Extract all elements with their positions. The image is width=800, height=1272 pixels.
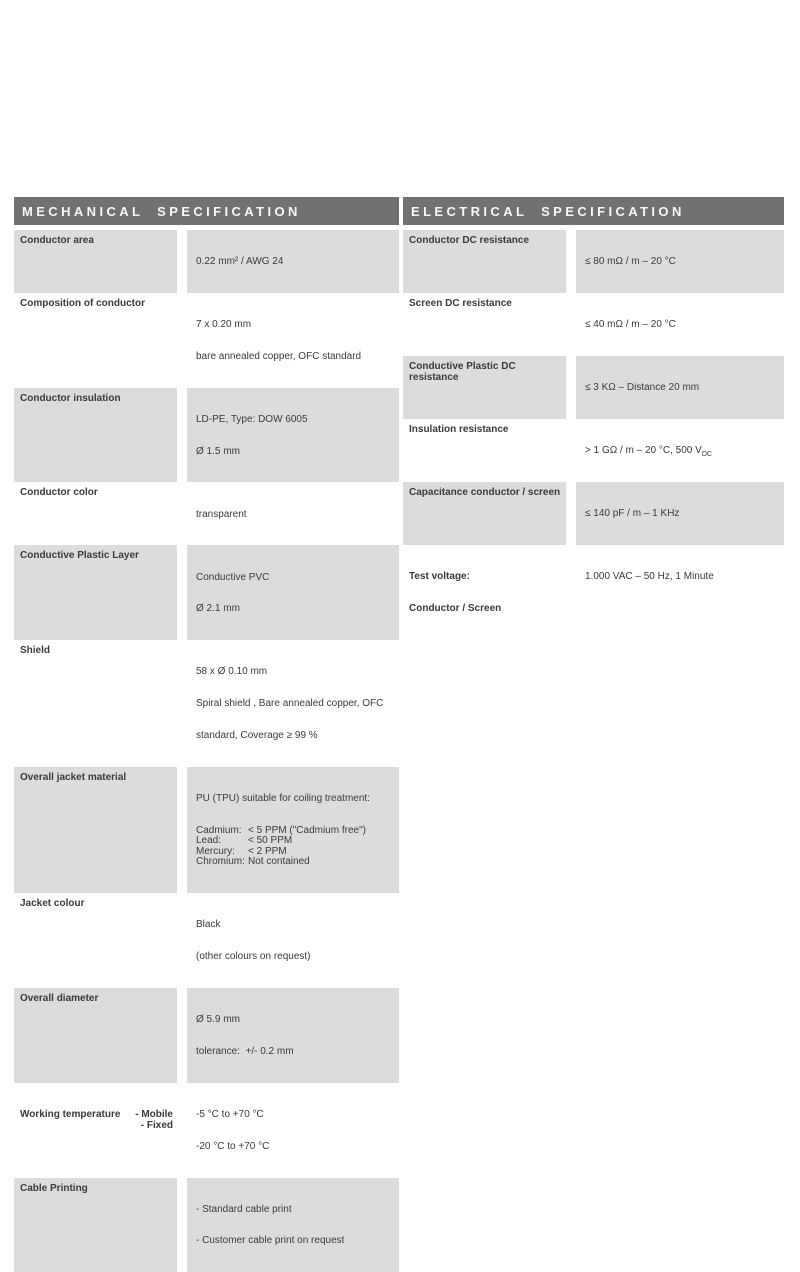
spec-value-line: -20 °C to +70 °C <box>196 1142 393 1153</box>
spec-value <box>576 230 784 293</box>
spec-value <box>576 482 784 545</box>
spec-label-sub <box>135 1110 173 1131</box>
spec-pair-value: < 5 PPM ("Cadmium free") <box>248 826 393 837</box>
spec-label: Overall diameter <box>14 988 177 1083</box>
spec-value-line: 7 x 0.20 mm <box>196 320 393 331</box>
spec-row-jacket-colour <box>14 893 399 988</box>
spec-label: Conductive Plastic DC resistance <box>403 356 566 419</box>
spec-label <box>14 1083 177 1178</box>
spec-label-sub-line: - Fixed <box>141 1121 173 1132</box>
spec-value <box>576 419 784 482</box>
electrical-spec-header <box>403 197 784 225</box>
spec-value <box>187 1083 399 1178</box>
spec-row-overall-jacket-material <box>14 767 399 894</box>
spec-value <box>187 1178 399 1272</box>
spec-pair-value: < 50 PPM <box>248 836 393 847</box>
spec-value-line: LD-PE, Type: DOW 6005 <box>196 415 393 426</box>
spec-value <box>187 545 399 640</box>
spec-value-line: 0.22 mm² / AWG 24 <box>196 257 393 268</box>
spec-label-line: Conductor / Screen <box>409 604 562 615</box>
spec-value-line: 1.000 VAC – 50 Hz, 1 Minute <box>585 572 778 583</box>
spec-value-subscript: DC <box>702 451 712 458</box>
spec-label: Overall jacket material <box>14 767 177 894</box>
electrical-spec-table <box>403 197 784 1272</box>
spec-pair-name: Cadmium: <box>196 826 248 837</box>
spec-value-line <box>585 446 778 457</box>
spec-label-text: Working temperature <box>20 1110 120 1131</box>
spec-row-conductor-area <box>14 230 399 293</box>
spec-label: Conductive Plastic Layer <box>14 545 177 640</box>
mechanical-spec-title: MECHANICAL SPECIFICATION <box>22 204 301 219</box>
spec-row-capacitance-conductor-screen <box>403 482 784 545</box>
spec-label: Capacitance conductor / screen <box>403 482 566 545</box>
spec-value-line: Ø 1.5 mm <box>196 447 393 458</box>
spec-label: Jacket colour <box>14 893 177 988</box>
spec-value-line: Spiral shield , Bare annealed copper, OFC <box>196 699 393 710</box>
spec-row-cable-printing <box>14 1178 399 1272</box>
spec-value-line: ≤ 80 mΩ / m – 20 °C <box>585 257 778 268</box>
spec-value-line: (other colours on request) <box>196 952 393 963</box>
spec-label <box>403 545 566 640</box>
spec-pair-value: Not contained <box>248 857 393 868</box>
spec-label: Shield <box>14 640 177 767</box>
spec-value-line: bare annealed copper, OFC standard <box>196 352 393 363</box>
spec-value <box>187 640 399 767</box>
mechanical-spec-header <box>14 197 399 225</box>
spec-value-line: Ø 5.9 mm <box>196 1015 393 1026</box>
spec-label: Composition of conductor <box>14 293 177 388</box>
spec-label: Screen DC resistance <box>403 293 566 356</box>
spec-value-line: - Customer cable print on request <box>196 1236 393 1247</box>
spec-value-line: 58 x Ø 0.10 mm <box>196 667 393 678</box>
spec-row-test-voltage <box>403 545 784 640</box>
spec-value-line: PU (TPU) suitable for coiling treatment: <box>196 794 393 805</box>
spec-value <box>576 293 784 356</box>
spec-label: Conductor DC resistance <box>403 230 566 293</box>
spec-value <box>576 356 784 419</box>
spec-label: Conductor color <box>14 482 177 545</box>
spec-value <box>187 388 399 483</box>
spec-row-insulation-resistance <box>403 419 784 482</box>
spec-value-line: Black <box>196 920 393 931</box>
mechanical-spec-table <box>14 197 399 1272</box>
specification-sheet <box>14 197 784 1272</box>
spec-label-line: Test voltage: <box>409 572 562 583</box>
spec-value-line: ≤ 40 mΩ / m – 20 °C <box>585 320 778 331</box>
electrical-spec-title: ELECTRICAL SPECIFICATION <box>411 204 685 219</box>
spec-row-conductor-insulation <box>14 388 399 483</box>
spec-row-working-temperature <box>14 1083 399 1178</box>
spec-value-line: ≤ 140 pF / m – 1 KHz <box>585 509 778 520</box>
spec-value-line: -5 °C to +70 °C <box>196 1110 393 1121</box>
spec-row-conductor-dc-resistance <box>403 230 784 293</box>
spec-label: Conductor insulation <box>14 388 177 483</box>
spec-value-line: Ø 2.1 mm <box>196 604 393 615</box>
spec-value <box>187 988 399 1083</box>
spec-row-conductor-color <box>14 482 399 545</box>
spec-value <box>576 545 784 640</box>
spec-row-conductive-plastic-dc-resistance <box>403 356 784 419</box>
spec-value-line: standard, Coverage ≥ 99 % <box>196 731 393 742</box>
spec-value-text: > 1 GΩ / m – 20 °C, 500 V <box>585 445 702 456</box>
spec-label: Cable Printing <box>14 1178 177 1272</box>
spec-pair-name: Mercury: <box>196 847 248 858</box>
spec-value <box>187 482 399 545</box>
spec-value-line: transparent <box>196 510 393 521</box>
spec-pair-name: Lead: <box>196 836 248 847</box>
spec-value-line: - Standard cable print <box>196 1205 393 1216</box>
spec-value <box>187 893 399 988</box>
spec-value-line: ≤ 3 KΩ – Distance 20 mm <box>585 383 778 394</box>
spec-label: Insulation resistance <box>403 419 566 482</box>
spec-value <box>187 293 399 388</box>
spec-row-overall-diameter <box>14 988 399 1083</box>
spec-row-screen-dc-resistance <box>403 293 784 356</box>
spec-row-shield <box>14 640 399 767</box>
spec-value-line: Conductive PVC <box>196 573 393 584</box>
spec-value-line: tolerance: +/- 0.2 mm <box>196 1047 393 1058</box>
spec-label-sub-line: - Mobile <box>135 1110 173 1121</box>
spec-value <box>187 230 399 293</box>
spec-row-conductive-plastic-layer <box>14 545 399 640</box>
spec-pair-value: < 2 PPM <box>248 847 393 858</box>
spec-value <box>187 767 399 894</box>
spec-value-pairs <box>196 826 393 868</box>
spec-label: Conductor area <box>14 230 177 293</box>
spec-pair-name: Chromium: <box>196 857 248 868</box>
spec-row-composition-of-conductor <box>14 293 399 388</box>
